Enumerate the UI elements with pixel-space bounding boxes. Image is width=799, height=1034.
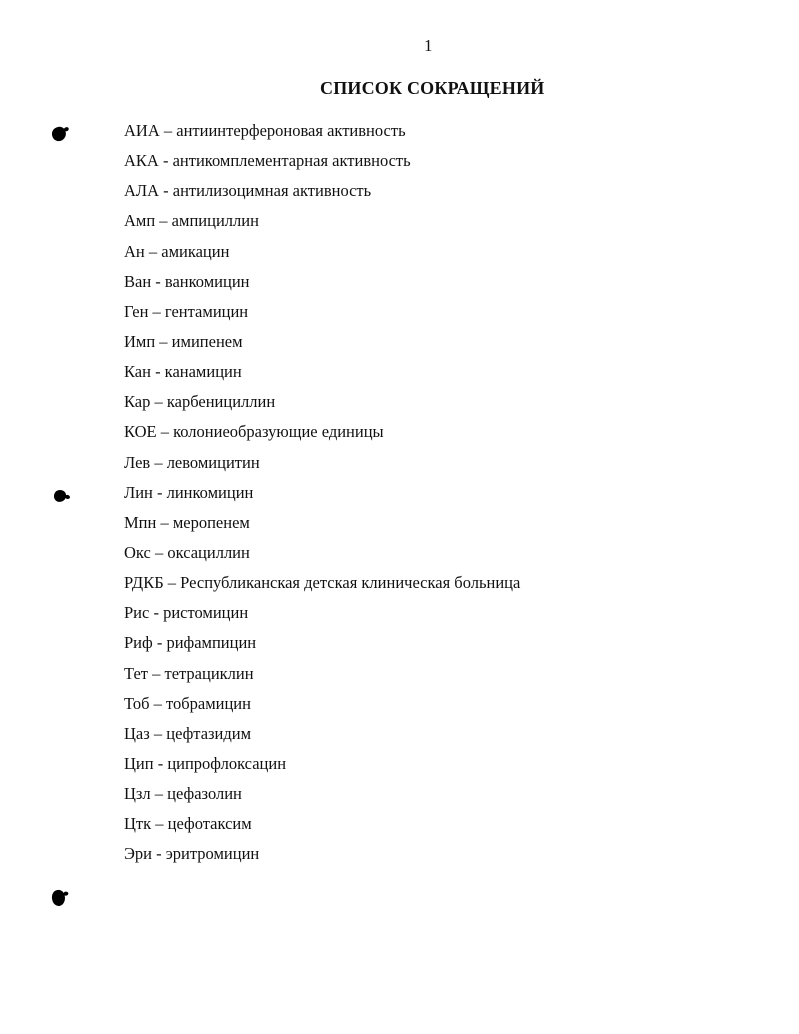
ink-blot-mark	[53, 489, 68, 504]
abbreviation-item: Ген – гентамицин	[124, 301, 249, 321]
abbreviation-item: КОЕ – колониеобразующие единицы	[124, 422, 384, 442]
abbreviation-item: Ан – амикацин	[124, 241, 230, 261]
ink-blot-mark	[51, 889, 67, 907]
abbreviation-item: Ван - ванкомицин	[124, 271, 250, 291]
abbreviation-item: Эри - эритромицин	[124, 844, 260, 864]
abbreviation-item: АИА – антиинтерфероновая активность	[124, 121, 406, 140]
page-number: 1	[424, 36, 433, 55]
abbreviation-item: Цип - ципрофлоксацин	[124, 753, 287, 773]
abbreviation-item: Кан - канамицин	[124, 362, 242, 382]
abbreviation-item: Амп – ампициллин	[124, 211, 259, 231]
abbreviation-list	[124, 120, 520, 874]
abbreviation-item: Цаз – цефтазидим	[124, 723, 252, 743]
abbreviation-item: АКА - антикомплементарная активность	[124, 151, 411, 171]
abbreviation-item: Имп – имипенем	[124, 331, 243, 351]
abbreviation-item: Кар – карбенициллин	[124, 392, 276, 412]
page-title: СПИСОК СОКРАЩЕНИЙ	[320, 78, 545, 98]
abbreviation-item: РДКБ – Республиканская детская клиническая больница	[124, 573, 521, 593]
abbreviation-item: Рис - ристомицин	[124, 603, 249, 623]
abbreviation-item: Окс – оксациллин	[124, 542, 250, 562]
abbreviation-item: Лин - линкомицин	[124, 482, 254, 502]
abbreviation-item: Тоб – тобрамицин	[124, 693, 251, 713]
ink-blot-mark	[50, 125, 68, 143]
abbreviation-item: Цтк – цефотаксим	[124, 814, 252, 834]
abbreviation-item: Риф - рифампицин	[124, 633, 257, 653]
abbreviation-item: Лев – левомицитин	[124, 452, 260, 472]
abbreviation-item: АЛА - антилизоцимная активность	[124, 181, 372, 201]
abbreviation-item: Мпн – меропенем	[124, 512, 250, 532]
abbreviation-item: Тет – тетрациклин	[124, 663, 254, 683]
abbreviation-item: Цзл – цефазолин	[124, 784, 242, 804]
